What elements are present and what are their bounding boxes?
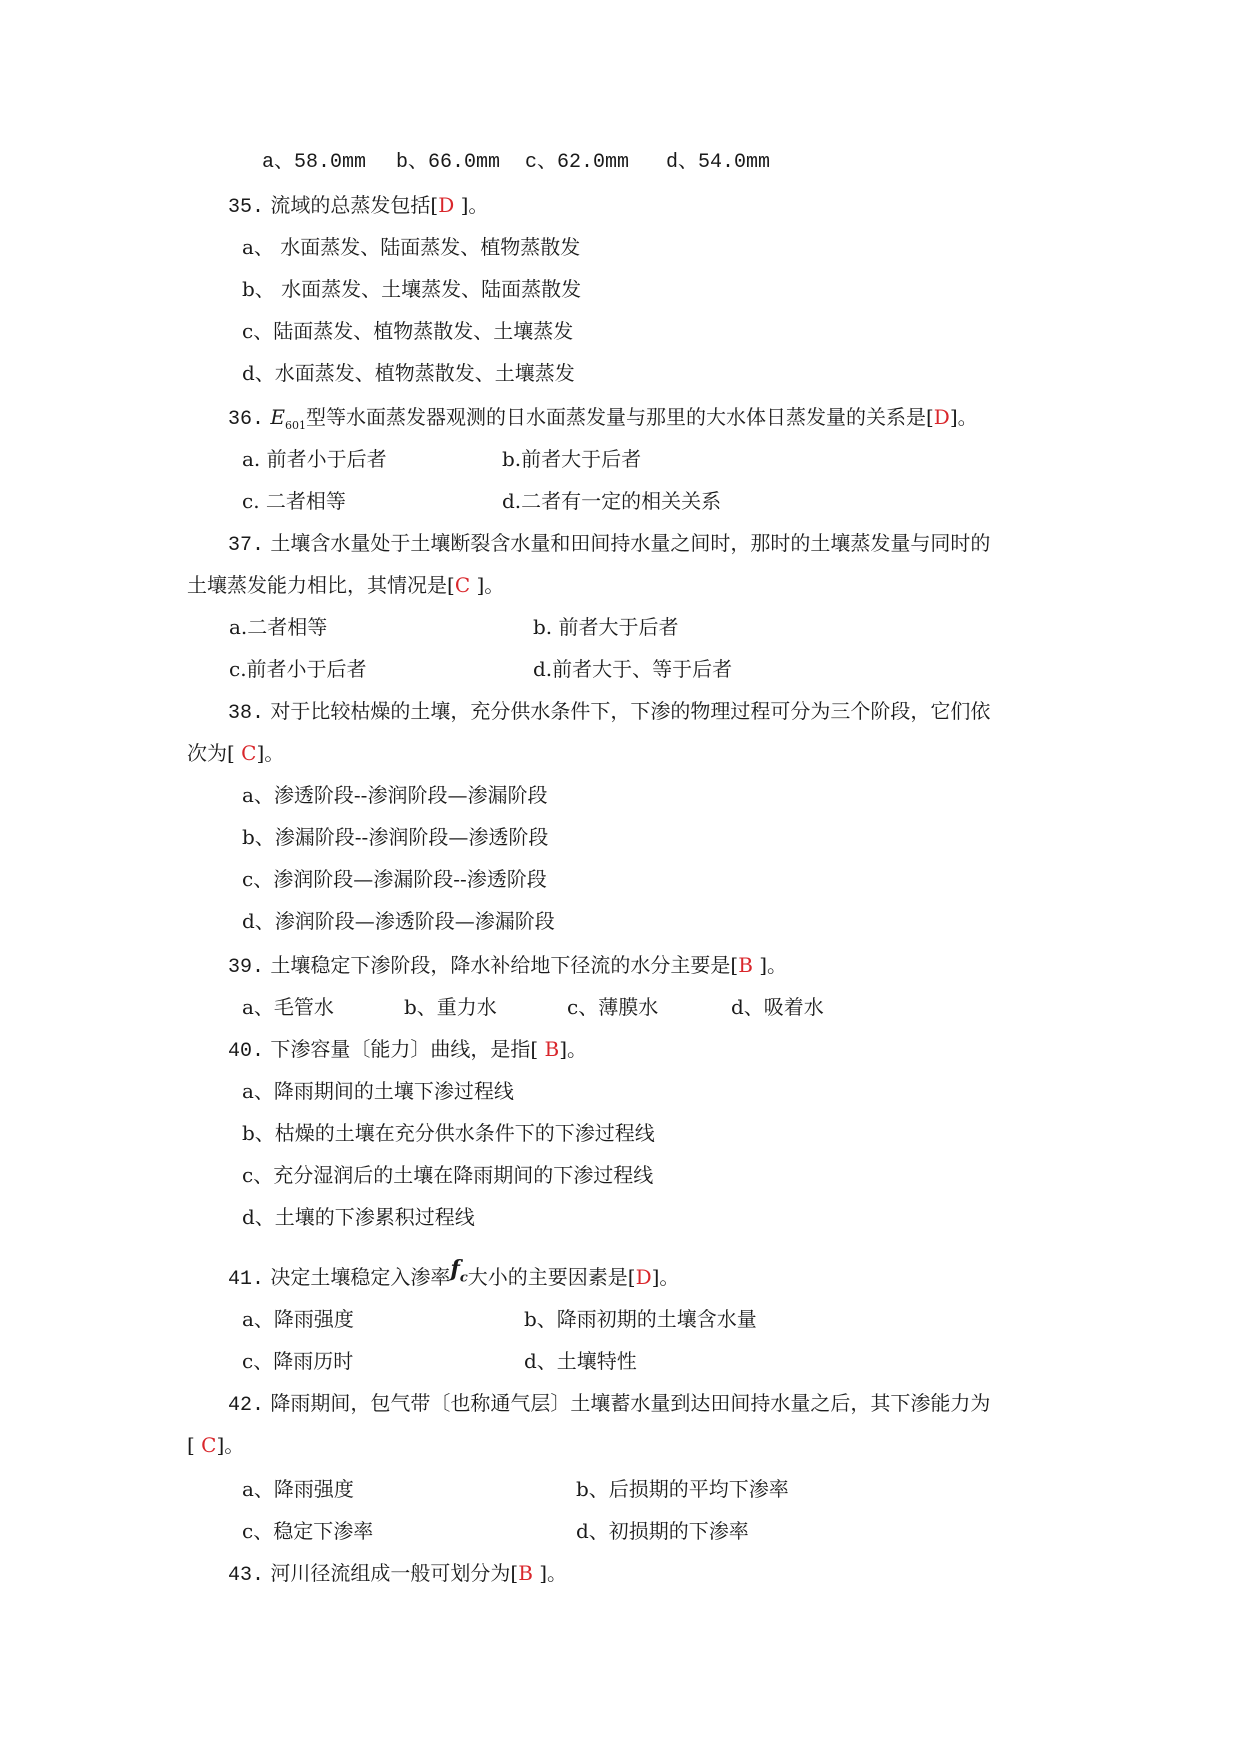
q39-option-b: b、重力水	[404, 995, 497, 1019]
q40-option-c: c、充分湿润后的土壤在降雨期间的下渗过程线	[242, 1163, 654, 1187]
q42-option-d: d、初损期的下渗率	[576, 1519, 749, 1543]
q38-option-b: b、渗漏阶段--渗润阶段—渗透阶段	[242, 825, 549, 849]
question-number: 41.	[228, 1268, 265, 1291]
question-text: 对于比较枯燥的土壤，充分供水条件下，下渗的物理过程可分为三个阶段，它们依	[270, 699, 991, 723]
q42-option-a: a、降雨强度	[242, 1477, 354, 1501]
question-text: 型等水面蒸发器观测的日水面蒸发量与那里的大水体日蒸发量的关系是[	[305, 405, 934, 429]
answer: C	[194, 1433, 217, 1457]
q37-option-d: d.前者大于、等于后者	[533, 657, 733, 681]
q36-option-c: c. 二者相等	[242, 489, 346, 513]
q40-option-b: b、枯燥的土壤在充分供水条件下的下渗过程线	[242, 1121, 655, 1145]
q34-option-d: d、54.0mm	[666, 151, 771, 174]
question-42	[228, 1388, 990, 1421]
question-number: 35.	[228, 196, 265, 219]
question-number: 40.	[228, 1040, 265, 1063]
answer: C	[234, 741, 257, 765]
q39-option-d: d、吸着水	[731, 995, 824, 1019]
question-close: ]。	[256, 741, 285, 765]
q36-option-d: d.二者有一定的相关关系	[502, 489, 722, 513]
q35-option-d: d、水面蒸发、植物蒸散发、土壤蒸发	[242, 361, 575, 385]
fc-symbol: $f_c$	[450, 1256, 468, 1286]
question-text: 决定土壤稳定入渗率	[270, 1265, 451, 1289]
question-text-after: 大小的主要因素是[	[467, 1265, 636, 1289]
question-text: 次为[	[187, 741, 235, 765]
answer: B	[518, 1561, 540, 1585]
question-text: 土壤稳定下渗阶段，降水补给地下径流的水分主要是[	[270, 953, 739, 977]
q37-option-a: a.二者相等	[229, 615, 328, 639]
question-close: ]。	[759, 953, 788, 977]
question-close: ]。	[559, 1037, 588, 1061]
answer: C	[454, 573, 477, 597]
question-number: 39.	[228, 956, 265, 979]
question-43	[228, 1558, 567, 1591]
q35-option-c: c、陆面蒸发、植物蒸散发、土壤蒸发	[242, 319, 574, 343]
q42-option-c: c、稳定下渗率	[242, 1519, 374, 1543]
answer: B	[538, 1037, 560, 1061]
answer: D	[933, 405, 950, 429]
e601-symbol: $E_{601}$	[270, 405, 306, 432]
question-37-cont	[187, 570, 504, 600]
question-close: ]。	[651, 1265, 680, 1289]
question-text: 流域的总蒸发包括[	[270, 193, 439, 217]
question-text: 河川径流组成一般可划分为[	[270, 1561, 519, 1585]
question-39	[228, 950, 787, 983]
question-number: 43.	[228, 1564, 265, 1587]
q40-option-d: d、土壤的下渗累积过程线	[242, 1205, 475, 1229]
question-text: [	[187, 1433, 195, 1457]
question-42-cont	[187, 1430, 244, 1460]
q41-option-c: c、降雨历时	[242, 1349, 354, 1373]
question-close: ]。	[539, 1561, 568, 1585]
q40-option-a: a、降雨期间的土壤下渗过程线	[242, 1079, 514, 1103]
question-40	[228, 1034, 587, 1067]
question-close: ]。	[460, 193, 489, 217]
question-close: ]。	[949, 405, 978, 429]
q42-option-b: b、后损期的平均下渗率	[576, 1477, 789, 1501]
question-35	[228, 190, 488, 223]
question-text: 下渗容量〔能力〕曲线，是指[	[270, 1037, 539, 1061]
question-text: 土壤含水量处于土壤断裂含水量和田间持水量之间时，那时的土壤蒸发量与同时的	[270, 531, 991, 555]
q36-option-a: a. 前者小于后者	[242, 447, 387, 471]
question-number: 36.	[228, 408, 265, 431]
answer: D	[438, 193, 461, 217]
q39-option-a: a、毛管水	[242, 995, 334, 1019]
q34-option-c: c、62.0mm	[525, 151, 630, 174]
q37-option-b: b. 前者大于后者	[533, 615, 679, 639]
question-38	[228, 696, 990, 729]
q38-option-c: c、渗润阶段—渗漏阶段--渗透阶段	[242, 867, 547, 891]
question-number: 38.	[228, 702, 265, 725]
question-number: 37.	[228, 534, 265, 557]
answer: B	[738, 953, 760, 977]
q38-option-a: a、渗透阶段--渗润阶段—渗漏阶段	[242, 783, 548, 807]
answer: D	[635, 1265, 652, 1289]
question-36	[228, 402, 978, 441]
q36-option-b: b.前者大于后者	[502, 447, 642, 471]
q37-option-c: c.前者小于后者	[229, 657, 367, 681]
question-41	[228, 1256, 680, 1301]
q34-option-a: a、58.0mm	[262, 151, 367, 174]
question-number: 42.	[228, 1394, 265, 1417]
question-close: ]。	[216, 1433, 245, 1457]
question-37	[228, 528, 990, 561]
question-38-cont	[187, 738, 284, 768]
q41-option-a: a、降雨强度	[242, 1307, 354, 1331]
question-text: 降雨期间，包气带〔也称通气层〕土壤蓄水量到达田间持水量之后，其下渗能力为	[270, 1391, 991, 1415]
q34-option-b: b、66.0mm	[396, 151, 501, 174]
question-text: 土壤蒸发能力相比，其情况是[	[187, 573, 455, 597]
q38-option-d: d、渗润阶段—渗透阶段—渗漏阶段	[242, 909, 555, 933]
q41-option-b: b、降雨初期的土壤含水量	[524, 1307, 757, 1331]
q35-option-b: b、 水面蒸发、土壤蒸发、陆面蒸散发	[242, 277, 582, 301]
q41-option-d: d、土壤特性	[524, 1349, 637, 1373]
question-close: ]。	[476, 573, 505, 597]
q35-option-a: a、 水面蒸发、陆面蒸发、植物蒸散发	[242, 235, 581, 259]
q39-option-c: c、薄膜水	[567, 995, 659, 1019]
